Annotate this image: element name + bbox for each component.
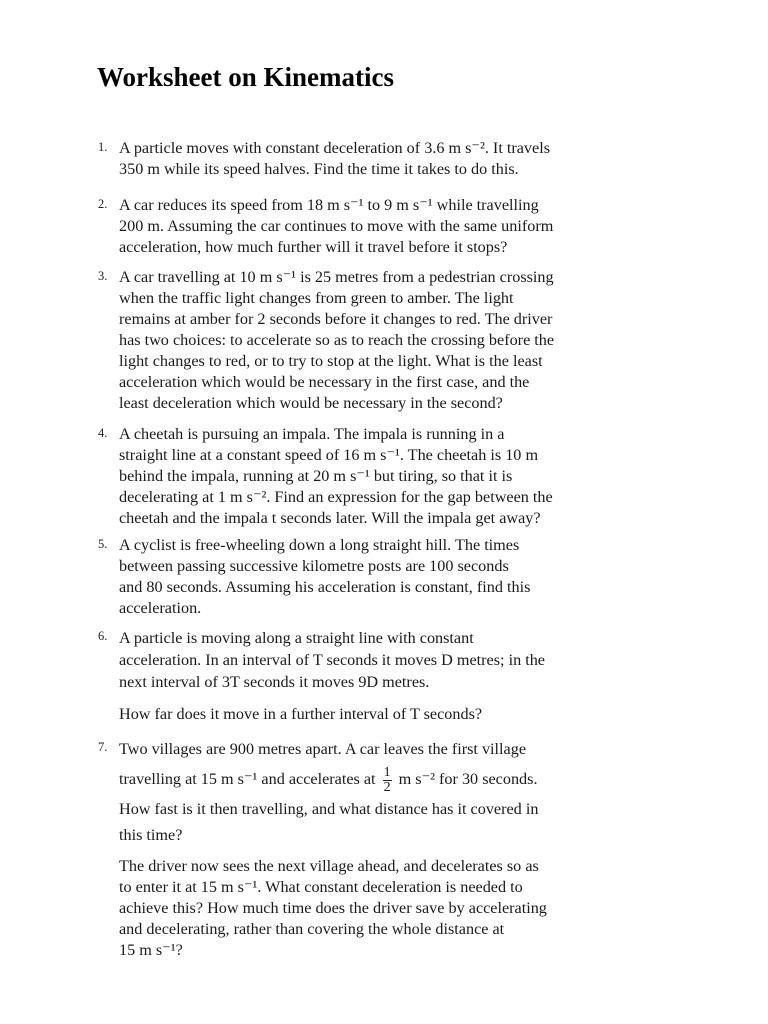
question-text-line: The driver now sees the next village ahead, and decelerates so as xyxy=(119,857,539,875)
question-text-line-with-fraction xyxy=(119,762,547,796)
question-text-line: 15 m s⁻¹? xyxy=(119,941,183,959)
question-text-line: achieve this? How much time does the driver save by accelerating xyxy=(119,899,547,917)
fraction-numerator: 1 xyxy=(383,764,391,780)
question-text-line: and 80 seconds. Assuming his acceleration is constant, find this xyxy=(119,578,531,596)
question-text-line: next interval of 3T seconds it moves 9D metres. xyxy=(119,673,430,691)
question-number: 2. xyxy=(98,197,108,211)
question-text-line: acceleration, how much further will it travel before it stops? xyxy=(119,238,508,256)
question-text-line: acceleration which would be necessary in the first case, and the xyxy=(119,373,530,391)
question-text-line: A particle moves with constant deceleration of 3.6 m s⁻². It travels xyxy=(119,139,551,157)
question-text-line: A cyclist is free-wheeling down a long straight hill. The times xyxy=(119,536,520,554)
question-text-line: 200 m. Assuming the car continues to move with the same uniform xyxy=(119,217,554,235)
question-text-segment: travelling at 15 m s⁻¹ and accelerates at xyxy=(119,770,376,788)
question-text-line: A cheetah is pursuing an impala. The impala is running in a xyxy=(119,425,505,443)
question-text-line: How fast is it then travelling, and what distance has it covered in xyxy=(119,800,539,818)
question-number: 4. xyxy=(98,426,108,440)
question-text-line: A particle is moving along a straight line with constant xyxy=(119,629,474,647)
question-text-line: Two villages are 900 metres apart. A car leaves the first village xyxy=(119,740,527,758)
question-text-line: between passing successive kilometre posts are 100 seconds xyxy=(119,557,509,575)
question-number: 5. xyxy=(98,537,108,551)
question-number: 1. xyxy=(98,140,108,154)
question-text-line: 350 m while its speed halves. Find the time it takes to do this. xyxy=(119,160,519,178)
question-text-line: behind the impala, running at 20 m s⁻¹ but tiring, so that it is xyxy=(119,467,513,485)
question-text-line: A car reduces its speed from 18 m s⁻¹ to 9 m s⁻¹ while travelling xyxy=(119,196,539,214)
question-text-line: least deceleration which would be necessary in the second? xyxy=(119,394,503,412)
question-text-line: light changes to red, or to try to stop at the light. What is the least xyxy=(119,352,543,370)
question-number: 6. xyxy=(98,629,108,643)
question-text-line: this time? xyxy=(119,826,183,844)
question-text-line: cheetah and the impala t seconds later. Will the impala get away? xyxy=(119,509,541,527)
question-followup-line: How far does it move in a further interval of T seconds? xyxy=(119,705,483,723)
fraction-one-half xyxy=(383,766,392,795)
question-text-line: when the traffic light changes from green to amber. The light xyxy=(119,289,514,307)
question-7-part-2 xyxy=(119,856,547,961)
question-text-line: to enter it at 15 m s⁻¹. What constant deceleration is needed to xyxy=(119,878,523,896)
question-text-line: acceleration. In an interval of T seconds it moves D metres; in the xyxy=(119,651,545,669)
question-text-line: remains at amber for 2 seconds before it changes to red. The driver xyxy=(119,310,553,328)
question-text-segment: m s⁻² for 30 seconds. xyxy=(398,770,538,788)
question-text-line: decelerating at 1 m s⁻². Find an expression for the gap between the xyxy=(119,488,553,506)
question-text-line: acceleration. xyxy=(119,599,202,617)
question-text-line: and decelerating, rather than covering the whole distance at xyxy=(119,920,505,938)
question-number: 3. xyxy=(98,269,108,283)
question-text-line: has two choices: to accelerate so as to reach the crossing before the xyxy=(119,331,555,349)
question-text-line: straight line at a constant speed of 16 m s⁻¹. The cheetah is 10 m xyxy=(119,446,539,464)
question-text-line: A car travelling at 10 m s⁻¹ is 25 metres from a pedestrian crossing xyxy=(119,268,554,286)
fraction-denominator: 2 xyxy=(383,779,391,795)
worksheet-title: Worksheet on Kinematics xyxy=(97,62,394,92)
question-number: 7. xyxy=(98,740,108,754)
